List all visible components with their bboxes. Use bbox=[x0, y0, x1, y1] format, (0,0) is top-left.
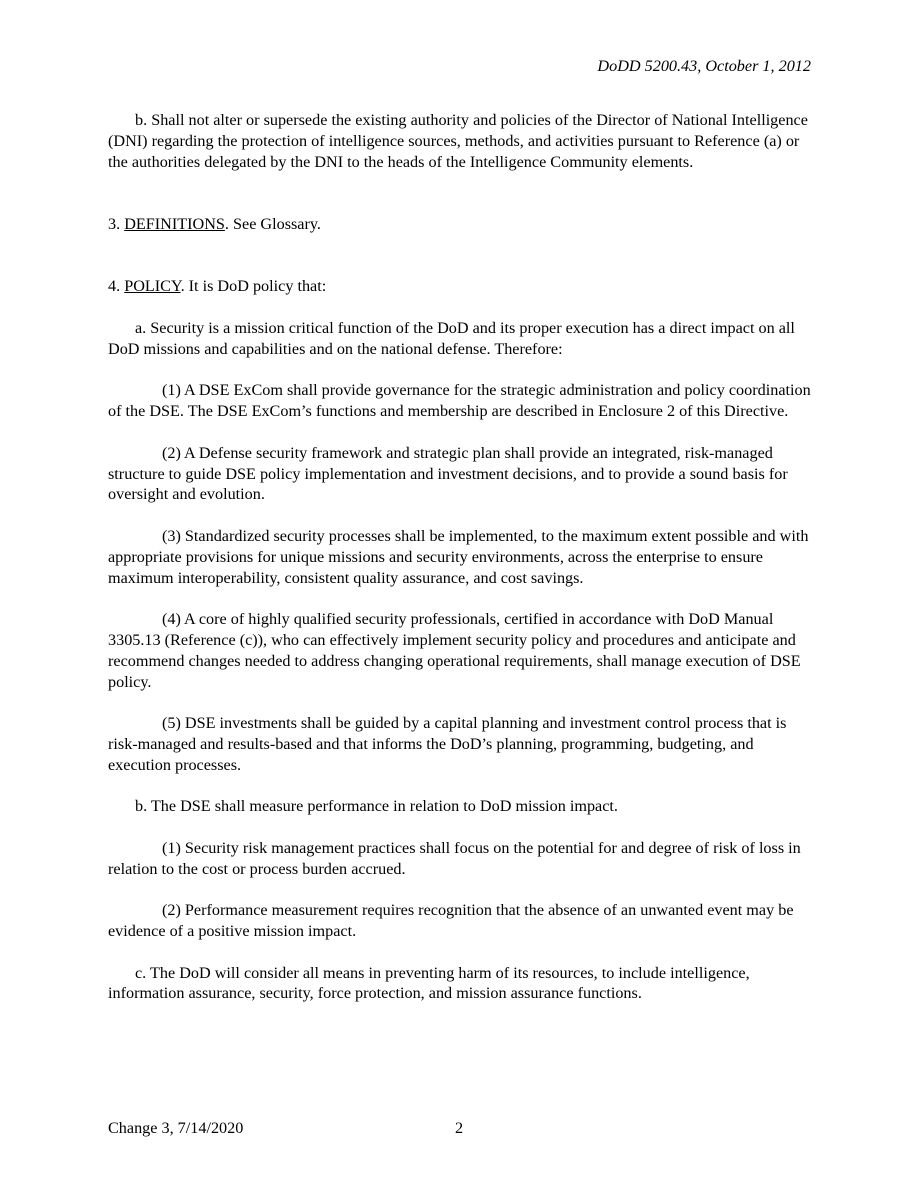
section-text: . It is DoD policy that: bbox=[180, 277, 327, 296]
page-number: 2 bbox=[455, 1119, 464, 1137]
running-header: DoDD 5200.43, October 1, 2012 bbox=[597, 57, 811, 75]
paragraph-4b: b. The DSE shall measure performance in relation to DoD mission impact. bbox=[135, 797, 618, 816]
paragraph-4a2: (2) A Defense security framework and strategic plan shall provide an integrated, risk-managed structure to guide DSE policy implementation and investment decisions, and to provide a sound basis for oversight and evolution. bbox=[108, 443, 788, 504]
paragraph-4c: c. The DoD will consider all means in preventing harm of its resources, to include intelligence, information assurance, security, force protection, and mission assurance functions. bbox=[108, 963, 750, 1003]
paragraph-4b2: (2) Performance measurement requires recognition that the absence of an unwanted event may be evidence of a positive mission impact. bbox=[108, 901, 794, 941]
change-label: Change 3, 7/14/2020 bbox=[108, 1119, 244, 1137]
paragraph-4a3: (3) Standardized security processes shall be implemented, to the maximum extent possible and with appropriate provisions for unique missions and security environments, across the enterprise to ensure maximum interoperability, consistent quality assurance, and cost savings. bbox=[108, 526, 809, 587]
section-text: . See Glossary. bbox=[224, 214, 321, 233]
paragraph-4b1: (1) Security risk management practices shall focus on the potential for and degree of risk of loss in relation to the cost or process burden accrued. bbox=[108, 838, 801, 878]
document-body bbox=[108, 110, 813, 1004]
paragraph-4a: a. Security is a mission critical function of the DoD and its proper execution has a direct impact on all DoD missions and capabilities and on the national defense. Therefore: bbox=[108, 318, 795, 358]
section-number: 4. bbox=[108, 277, 121, 296]
section-heading: POLICY bbox=[124, 277, 181, 296]
section-4-policy bbox=[108, 276, 813, 297]
paragraph-4a5: (5) DSE investments shall be guided by a capital planning and investment control process that is risk-managed and results-based and that informs the DoD’s planning, programming, budgeting, and execution processes. bbox=[108, 714, 787, 774]
paragraph-4a4: (4) A core of highly qualified security professionals, certified in accordance with DoD Manual 3305.13 (Reference (c)), who can effectively implement security policy and procedures and anticipate and recommend changes needed to address changing operational requirements, shall manage execution of DSE policy. bbox=[108, 610, 801, 691]
paragraph-2b: b. Shall not alter or supersede the existing authority and policies of the Director of National Intelligence (DNI) regarding the protection of intelligence sources, methods, and activities pursuant to Reference (a) or the authorities delegated by the DNI to the heads of the Intelligence Community elements. bbox=[108, 111, 808, 171]
paragraph-4a1: (1) A DSE ExCom shall provide governance for the strategic administration and policy coordination of the DSE. The DSE ExCom’s functions and membership are described in Enclosure 2 of this Directive. bbox=[108, 381, 811, 421]
section-number: 3. bbox=[108, 214, 121, 233]
section-3-definitions bbox=[108, 214, 813, 235]
section-heading: DEFINITIONS bbox=[124, 214, 225, 233]
